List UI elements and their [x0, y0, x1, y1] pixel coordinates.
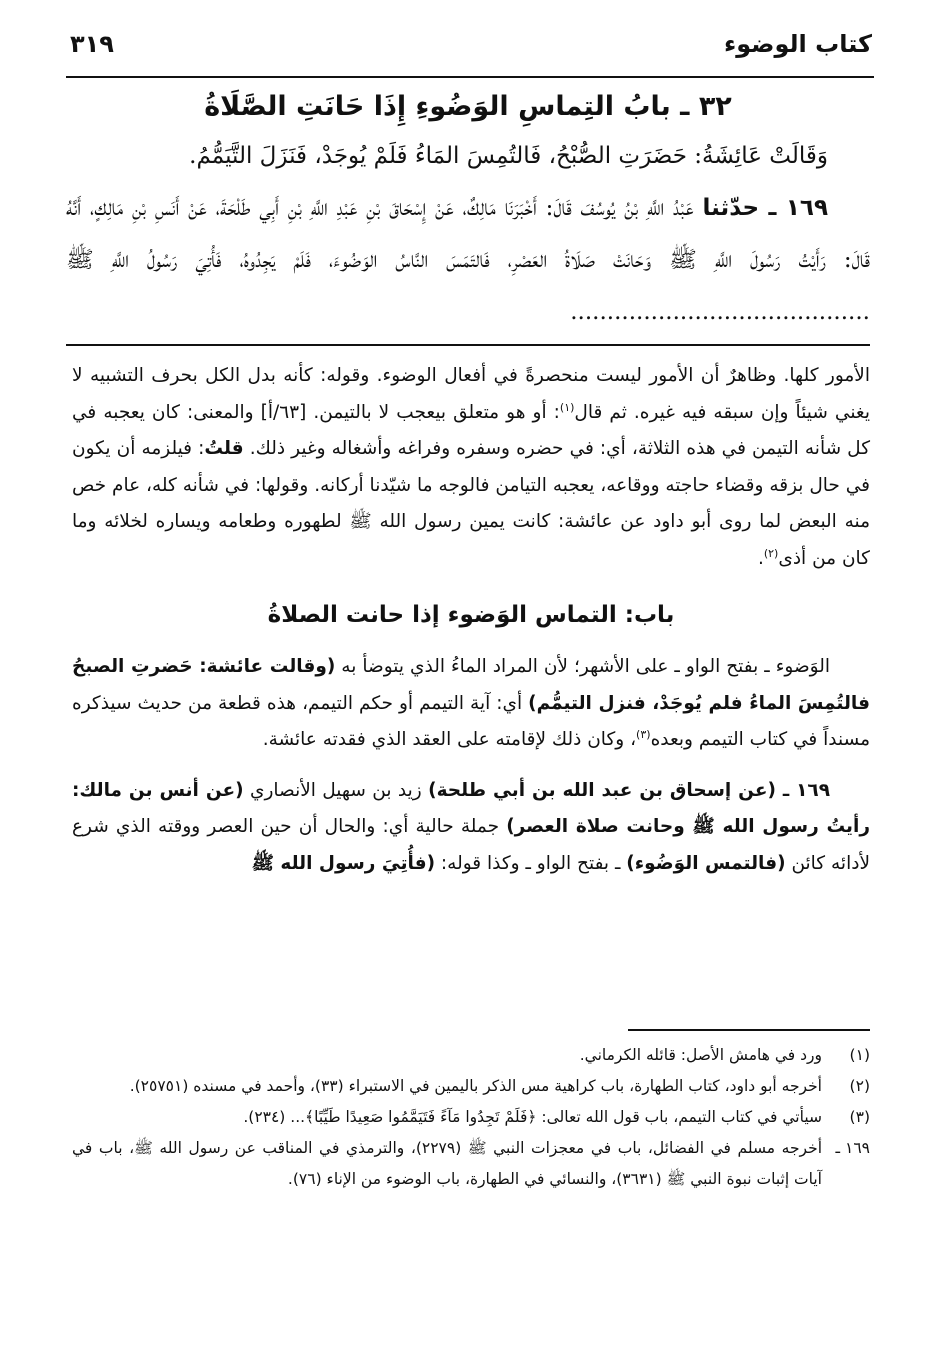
commentary-paragraph-2	[72, 649, 870, 759]
quoted-matn: (فالتمس الوَضُوء)	[626, 852, 786, 874]
commentary-text: .	[757, 547, 764, 569]
footnote	[72, 1102, 870, 1133]
footnote-ref-2: (٢)	[763, 546, 779, 560]
footnote-number: ١٦٩ ـ	[835, 1139, 870, 1157]
commentary-text: ـ بفتح الواو ـ وكذا قوله:	[435, 852, 627, 874]
running-header	[60, 30, 872, 66]
aisha-quote: وَقَالَتْ عَائِشَةُ: حَضَرَتِ الصُّبْحُ، فَالتُمِسَ المَاءُ فَلَمْ يُوجَدْ، فَنَزَلَ التَّيَمُّمُ.	[189, 143, 828, 169]
quoted-matn: (فأُتِيَ رسول الله ﷺ	[251, 852, 436, 874]
footnote-ref-3: (٣)	[636, 727, 651, 741]
commentary-block	[72, 358, 870, 882]
paragraph-gap	[72, 759, 870, 773]
commentary-text: الوَضوء ـ بفتح الواو ـ على الأشهر؛ لأن المراد الماءُ الذي يتوضأ به	[335, 656, 830, 677]
hadith-text	[66, 182, 870, 338]
footnotes-block	[72, 1040, 870, 1195]
matn-block	[66, 84, 870, 338]
commentary-paragraph-1	[72, 358, 870, 577]
hadith-number: ١٦٩ ـ حدّثنا	[702, 195, 828, 221]
continuation-dots: .........................................	[570, 299, 870, 325]
running-title: كتاب الوضوء	[723, 30, 872, 58]
footnote-text: ورد في هامش الأصل: قائله الكرماني.	[579, 1046, 822, 1064]
footnote-number: (١)	[849, 1046, 870, 1064]
commentary-text: أي: آية التيمم أو حكم التيمم، هذه قطعة من حديث سيذكره مسنداً في كتاب التيمم وبعده	[72, 692, 870, 750]
matn-separator	[66, 344, 870, 346]
footnote	[72, 1071, 870, 1102]
footnote	[72, 1040, 870, 1071]
footnote-text: أخرجه أبو داود، كتاب الطهارة، باب كراهية مس الذكر باليمين في الاستبراء (٣٣)، وأحمد في مسنده (٢٥٧٥١).	[129, 1077, 822, 1095]
footnote-text: أخرجه مسلم في الفضائل، باب في معجزات النبي ﷺ (٢٢٧٩)، والترمذي في المناقب عن رسول الله ﷺ، باب في آيات إثبات نبوة النبي ﷺ (٣٦٣١)، والنسائي في الطهارة، باب الوضوء من الإناء (٧٦).	[72, 1139, 822, 1188]
commentary-text: ، وكان ذلك لإقامته على العقد الذي فقدته عائشة.	[262, 729, 637, 750]
footnote-separator	[628, 1029, 870, 1031]
commentary-text: : فيلزمه أن يكون في حال بزقه وقضاء حاجته ووقاعه، يعجبه التيامن فالوجه ما شيّدنا أركانه. وقولها: في شأنه كله، عام خص منه البعض لما روى أبو داود عن عائشة: كانت يمين رسول الله ﷺ لطهوره وطعامه ويساره لخلائه وما كان من أذى	[72, 438, 870, 569]
footnote	[72, 1133, 870, 1195]
qultu-label: قلتُ	[204, 438, 244, 459]
bab-heading: باب: التماس الوَضوء إذا حانت الصلاةُ	[267, 602, 675, 628]
quoted-matn: ١٦٩ ـ (عن إسحاق بن عبد الله بن أبي طلحة)	[428, 779, 831, 801]
footnote-text: سيأتي في كتاب التيمم، باب قول الله تعالى: ﴿فَلَمْ تَجِدُوا مَآءً فَتَيَمَّمُوا صَعِيدًا طَيِّبًا﴾... (٢٣٤).	[243, 1108, 822, 1126]
footnote-number: (٣)	[849, 1108, 870, 1126]
quoted-matn: (عن أنس بن مالك: رأيتُ رسول الله ﷺ وحانت صلاة العصر)	[72, 779, 870, 837]
footnote-number: (٢)	[849, 1077, 870, 1095]
hadith-body: عَبْدُ اللَّهِ بْنُ يُوسُفَ قَالَ: أَخْبَرَنَا مَالِكٌ، عَنْ إِسْحَاقَ بْنِ عَبْدِ اللَّهِ بْنِ أَبِي طَلْحَةَ، عَنْ أَنَسِ بْنِ مَالِكٍ، أَنَّهُ قَالَ: رَأَيْتُ رَسُولَ اللَّهِ ﷺ وَحَانَتْ صَلَاةُ العَصْرِ، فَالتَمَسَ النَّاسُ الوَضُوءَ، فَلَمْ يَجِدُوهُ، فَأُتِيَ رَسُولُ اللَّهِ ﷺ	[66, 195, 870, 273]
chapter-title: ٣٢ ـ بابُ التِماسِ الوَضُوءِ إِذَا حَانَتِ الصَّلَاةُ	[204, 91, 732, 122]
quoted-matn: (وقالت عائشة: حَضرتِ الصبحُ فالتُمِسَ الماءُ فلم يُوجَدْ، فنزل التيمُّم)	[72, 656, 870, 714]
footnote-ref-1: (١)	[559, 400, 575, 414]
commentary-text: : أو هو متعلق بيعجب لا بالتيمن. [٦٣/أ] والمعنى: كان يعجبه في كل شأنه التيمن في هذه الثلاثة، أي: في حضره وسفره وفراغه وأشغاله وغير ذلك.	[72, 401, 870, 459]
header-rule	[66, 76, 874, 78]
commentary-text: زيد بن سهيل الأنصاري	[243, 779, 429, 801]
commentary-text: جملة حالية أي: والحال أن حين العصر ووقته الذي شرع لأدائه كائن	[72, 816, 870, 874]
page-number: ٣١٩	[70, 30, 114, 58]
commentary-paragraph-3	[72, 773, 870, 883]
commentary-text: الأمور كلها. وظاهرٌ أن الأمور ليست منحصرةً في أفعال الوضوء. وقوله: كأنه بدل الكل بحرف التشبيه لا يغني شيئاً وإن سبقه فيه غيره. ثم قال	[72, 365, 870, 423]
